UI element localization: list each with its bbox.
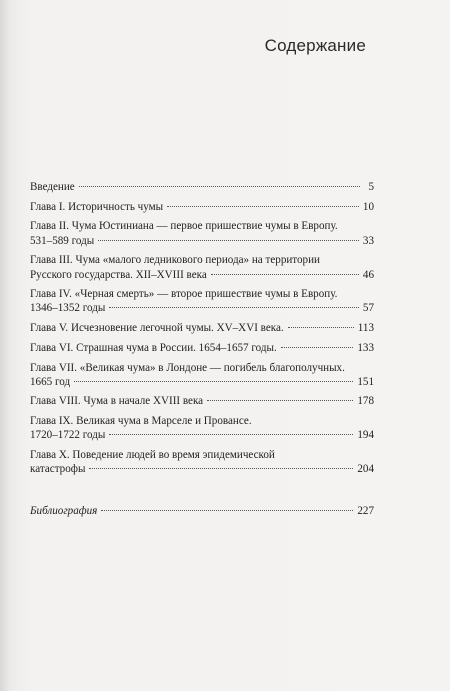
toc-entry-title-cont: 1665 год	[30, 375, 71, 388]
table-of-contents	[30, 180, 374, 524]
toc-page-number: 178	[357, 395, 374, 408]
dot-leader	[109, 434, 353, 435]
toc-entry-chapter-10	[30, 448, 374, 476]
dot-leader	[98, 240, 359, 241]
dot-leader	[101, 510, 353, 511]
toc-entry-chapter-2	[30, 219, 374, 247]
toc-page-number: 33	[362, 234, 374, 247]
dot-leader	[74, 381, 353, 382]
toc-entry-title: Глава X. Поведение людей во время эпидемической	[30, 449, 275, 462]
toc-entry-chapter-7	[30, 361, 374, 389]
toc-entry-title: Глава II. Чума Юстиниана — первое пришествие чумы в Европу.	[30, 220, 338, 233]
toc-entry-title: Глава VIII. Чума в начале XVIII века	[30, 395, 204, 408]
toc-entry-title: Глава IV. «Черная смерть» — второе пришествие чумы в Европу.	[30, 288, 338, 301]
toc-page-number: 10	[362, 200, 374, 213]
toc-page-number: 113	[357, 322, 374, 335]
toc-page-number: 5	[368, 181, 374, 193]
dot-leader	[89, 468, 353, 469]
dot-leader	[211, 274, 359, 275]
dot-leader	[79, 186, 360, 187]
toc-entry-chapter-9	[30, 414, 374, 442]
page-title: Содержание	[264, 36, 366, 55]
toc-entry-title: Введение	[30, 181, 75, 193]
dot-leader	[207, 400, 353, 401]
toc-entry-chapter-4	[30, 287, 374, 315]
toc-entry-chapter-5	[30, 321, 374, 335]
toc-page-number: 151	[357, 375, 374, 388]
toc-entry-title: Глава I. Историчность чумы	[30, 200, 164, 213]
toc-entry-title-cont: 1720–1722 годы	[30, 429, 106, 442]
toc-entry-bibliography	[30, 504, 374, 518]
dot-leader	[288, 327, 354, 328]
toc-entry-title: Глава VII. «Великая чума» в Лондоне — погибель благополучных.	[30, 361, 345, 374]
toc-page-number: 194	[357, 429, 374, 442]
toc-entry-title-cont: Русского государства. XII–XVIII века	[30, 268, 207, 281]
toc-page-number: 204	[357, 463, 374, 476]
toc-entry-introduction	[30, 180, 374, 194]
toc-entry-title: Глава III. Чума «малого ледникового периода» на территории	[30, 254, 320, 267]
toc-entry-title: Глава IX. Великая чума в Марселе и Провансе.	[30, 415, 252, 428]
toc-entry-title-cont: 1346–1352 годы	[30, 302, 106, 315]
dot-leader	[109, 307, 359, 308]
toc-entry-chapter-3	[30, 253, 374, 281]
toc-page-number: 46	[362, 268, 374, 281]
toc-entry-title-cont: катастрофы	[30, 463, 86, 476]
toc-entry-title: Глава VI. Страшная чума в России. 1654–1657 годы.	[30, 341, 277, 354]
toc-entry-title-cont: 531–589 годы	[30, 234, 95, 247]
toc-entry-chapter-8	[30, 394, 374, 408]
toc-entry-chapter-6	[30, 341, 374, 355]
toc-entry-chapter-1	[30, 200, 374, 214]
dot-leader	[281, 347, 354, 348]
toc-entry-title: Глава V. Исчезновение легочной чумы. XV–XVI века.	[30, 322, 284, 335]
dot-leader	[167, 206, 359, 207]
toc-page-number: 133	[357, 341, 374, 354]
toc-page-number: 227	[357, 505, 374, 518]
toc-entry-title: Библиография	[30, 505, 98, 518]
toc-page-number: 57	[362, 302, 374, 315]
